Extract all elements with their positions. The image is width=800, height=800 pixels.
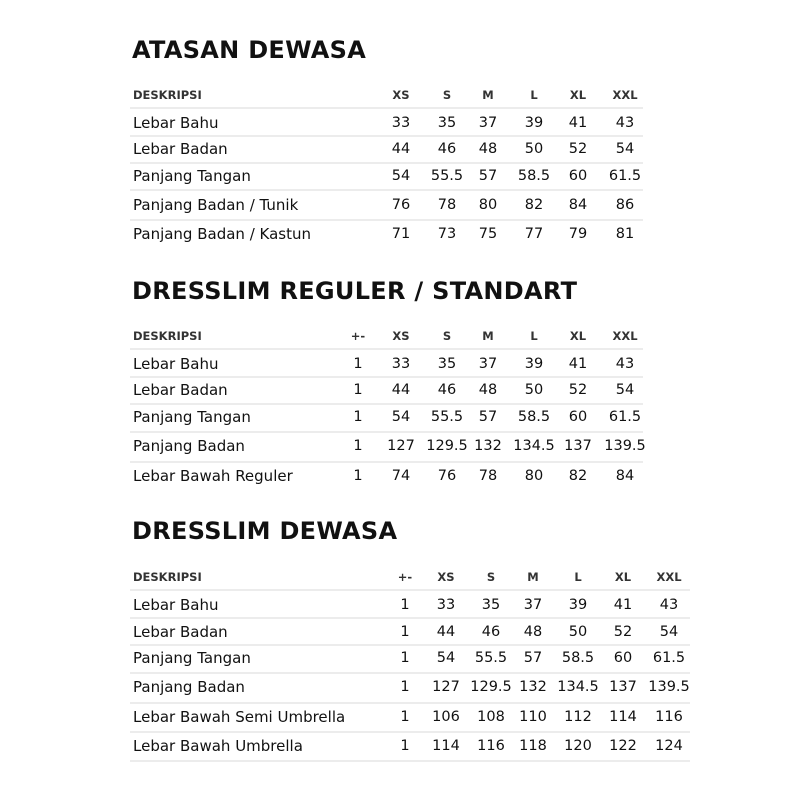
table-cell: 44 [391,141,411,157]
row-divider [130,589,690,591]
row-label: Panjang Tangan [133,408,251,426]
table-cell: 71 [391,226,411,242]
table-cell: 73 [437,226,457,242]
table-cell: 58.5 [517,168,551,184]
table-cell: 37 [523,597,543,613]
table-cell: 48 [478,141,498,157]
table-cell: 118 [519,738,547,754]
table-cell: 137 [609,679,637,695]
table-cell: 74 [391,468,411,484]
table-cell: 1 [353,409,363,425]
table-cell: 33 [391,356,411,372]
table-cell: 75 [478,226,498,242]
row-label: Lebar Bawah Semi Umbrella [133,708,346,726]
table-cell: 58.5 [517,409,551,425]
table-cell: 52 [568,382,588,398]
table-cell: 127 [432,679,460,695]
table-cell: 39 [568,597,588,613]
section-title: DRESSLIM REGULER / STANDART [132,277,578,305]
row-divider [130,348,643,350]
table-cell: 33 [436,597,456,613]
table-cell: 114 [609,709,637,725]
column-header: S [442,329,452,343]
table-cell: 1 [400,624,410,640]
table-cell: 39 [524,115,544,131]
table-cell: 43 [615,115,635,131]
column-header: XL [569,329,587,343]
table-cell: 110 [519,709,547,725]
column-header: S [486,570,496,584]
table-cell: 54 [391,409,411,425]
row-label: Panjang Badan [133,678,245,696]
table-cell: 139.5 [648,679,690,695]
table-cell: 57 [523,650,543,666]
column-header: +- [350,329,366,343]
table-cell: 106 [432,709,460,725]
table-cell: 84 [568,197,588,213]
row-divider [130,760,690,762]
table-cell: 52 [613,624,633,640]
table-cell: 120 [564,738,592,754]
row-divider [130,107,643,109]
column-header: M [482,329,494,343]
table-cell: 116 [477,738,505,754]
table-cell: 52 [568,141,588,157]
table-cell: 55.5 [430,409,464,425]
row-divider [130,162,643,164]
row-divider [130,135,643,137]
table-cell: 55.5 [474,650,508,666]
table-cell: 80 [478,197,498,213]
column-header: L [530,329,538,343]
table-cell: 114 [432,738,460,754]
table-cell: 35 [437,115,457,131]
table-cell: 77 [524,226,544,242]
table-cell: 41 [568,356,588,372]
table-cell: 37 [478,356,498,372]
table-cell: 139.5 [604,438,646,454]
table-cell: 57 [478,409,498,425]
table-cell: 137 [564,438,592,454]
table-cell: 76 [391,197,411,213]
column-header: XXL [656,570,682,584]
table-cell: 86 [615,197,635,213]
table-cell: 39 [524,356,544,372]
table-cell: 78 [437,197,457,213]
column-header: XL [569,88,587,102]
table-cell: 108 [477,709,505,725]
table-cell: 41 [568,115,588,131]
column-header-description: DESKRIPSI [133,329,202,343]
row-label: Lebar Bahu [133,114,219,132]
row-divider [130,644,690,646]
table-cell: 54 [659,624,679,640]
table-cell: 1 [400,597,410,613]
row-label: Lebar Bawah Umbrella [133,737,303,755]
table-cell: 57 [478,168,498,184]
table-cell: 46 [481,624,501,640]
table-cell: 33 [391,115,411,131]
row-divider [130,219,643,221]
table-cell: 61.5 [652,650,686,666]
table-cell: 44 [436,624,456,640]
table-cell: 1 [400,709,410,725]
column-header: XXL [612,88,638,102]
table-cell: 54 [436,650,456,666]
column-header: L [530,88,538,102]
column-header: XS [392,329,410,343]
table-cell: 35 [437,356,457,372]
row-label: Panjang Badan [133,437,245,455]
table-cell: 54 [615,141,635,157]
table-cell: 1 [400,650,410,666]
column-header: XS [392,88,410,102]
table-cell: 1 [400,679,410,695]
row-label: Lebar Bahu [133,596,219,614]
table-cell: 116 [655,709,683,725]
column-header-description: DESKRIPSI [133,88,202,102]
row-divider [130,376,643,378]
row-label: Lebar Badan [133,623,228,641]
section-title: DRESSLIM DEWASA [132,517,398,545]
table-cell: 60 [613,650,633,666]
row-label: Panjang Badan / Kastun [133,225,311,243]
table-cell: 46 [437,141,457,157]
column-header: L [574,570,582,584]
column-header: M [482,88,494,102]
row-label: Lebar Badan [133,381,228,399]
column-header: XS [437,570,455,584]
table-cell: 124 [655,738,683,754]
table-cell: 43 [615,356,635,372]
row-label: Panjang Tangan [133,167,251,185]
table-cell: 61.5 [608,409,642,425]
table-cell: 1 [353,382,363,398]
column-header: +- [397,570,413,584]
column-header: S [442,88,452,102]
column-header: XXL [612,329,638,343]
row-divider [130,702,690,704]
table-cell: 50 [524,382,544,398]
table-cell: 35 [481,597,501,613]
table-cell: 132 [519,679,547,695]
row-divider [130,431,643,433]
row-label: Lebar Badan [133,140,228,158]
table-cell: 80 [524,468,544,484]
row-divider [130,672,690,674]
table-cell: 1 [353,356,363,372]
table-cell: 76 [437,468,457,484]
table-cell: 82 [568,468,588,484]
table-cell: 1 [353,438,363,454]
table-cell: 43 [659,597,679,613]
column-header-description: DESKRIPSI [133,570,202,584]
table-cell: 54 [391,168,411,184]
table-cell: 44 [391,382,411,398]
section-title: ATASAN DEWASA [132,36,367,64]
table-cell: 58.5 [561,650,595,666]
table-cell: 134.5 [513,438,555,454]
table-cell: 46 [437,382,457,398]
table-cell: 60 [568,168,588,184]
table-cell: 50 [568,624,588,640]
row-label: Panjang Badan / Tunik [133,196,299,214]
table-cell: 50 [524,141,544,157]
table-cell: 129.5 [470,679,512,695]
row-label: Panjang Tangan [133,649,251,667]
row-label: Lebar Bawah Reguler [133,467,293,485]
table-cell: 48 [478,382,498,398]
table-cell: 1 [400,738,410,754]
table-cell: 129.5 [426,438,468,454]
column-header: XL [614,570,632,584]
table-cell: 122 [609,738,637,754]
table-cell: 48 [523,624,543,640]
table-cell: 84 [615,468,635,484]
column-header: M [527,570,539,584]
row-divider [130,731,690,733]
table-cell: 127 [387,438,415,454]
row-divider [130,403,643,405]
row-divider [130,461,643,463]
row-label: Lebar Bahu [133,355,219,373]
row-divider [130,189,643,191]
table-cell: 81 [615,226,635,242]
table-cell: 132 [474,438,502,454]
table-cell: 1 [353,468,363,484]
row-divider [130,617,690,619]
table-cell: 60 [568,409,588,425]
table-cell: 54 [615,382,635,398]
table-cell: 37 [478,115,498,131]
table-cell: 78 [478,468,498,484]
table-cell: 79 [568,226,588,242]
table-cell: 61.5 [608,168,642,184]
table-cell: 134.5 [557,679,599,695]
table-cell: 41 [613,597,633,613]
table-cell: 82 [524,197,544,213]
table-cell: 55.5 [430,168,464,184]
table-cell: 112 [564,709,592,725]
